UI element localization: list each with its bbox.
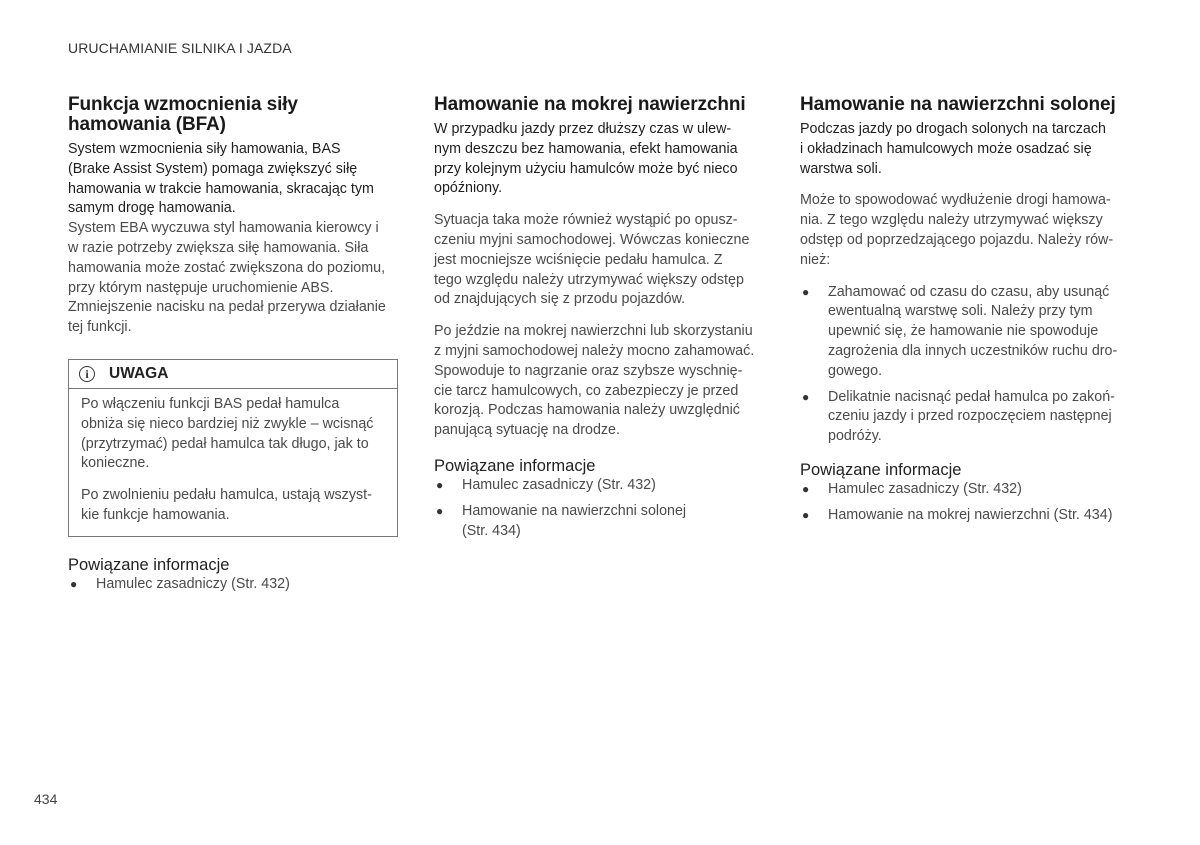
salted-intro: Podczas jazdy po drogach solonych na tarczach i okładzinach hamulcowych może osadzać się warstwa soli. — [800, 121, 1106, 177]
info-icon: i — [79, 366, 95, 382]
wet-intro: W przypadku jazdy przez dłuższy czas w ulew- nym deszczu bez hamowania, efekt hamowania przy kolejnym użyciu hamulców może być nieco opóźniony. — [434, 121, 738, 197]
running-header: URUCHAMIANIE SILNIKA I JAZDA — [68, 40, 292, 56]
bullet-icon: ● — [70, 576, 78, 591]
salted-paragraph-2: Może to spowodować wydłużenie drogi hamowa- nia. Z tego względu należy utrzymywać większy odstęp od poprzedzającego pojazdu. Należy rów- nież: — [800, 192, 1114, 268]
related-link[interactable]: ● Hamowanie na nawierzchni solonej (Str. 434) — [436, 502, 687, 539]
related-link[interactable]: ● Hamulec zasadniczy (Str. 432) — [800, 480, 1134, 500]
related-info-title: Powiązane informacje — [800, 460, 962, 479]
related-info-wet — [434, 457, 768, 541]
bullet-icon: ● — [802, 284, 810, 299]
wet-paragraph-3: Po jeździe na mokrej nawierzchni lub skorzystaniu z myjni samochodowej należy mocno zahamować. Spowoduje to nagrzanie oraz szybsze wyschnię- cie tarcz hamulcowych, co zabezpieczy je przed korozją. Podczas hamowania należy uwzględnić panującą sytuację na drodze. — [434, 323, 755, 439]
list-item: ● Zahamować od czasu do czasu, aby usunąć ewentualną warstwę soli. Należy przy tym upewnić się, że hamowanie nie spowoduje zagrożenia dla innych uczestników ruchu dro- gowego. — [802, 283, 1118, 379]
wet-paragraph-2: Sytuacja taka może również wystąpić po opusz- czeniu myjni samochodowej. Wówczas konieczne jest mocniejsze wciśnięcie pedału hamulca. Z tego względu należy utrzymywać większy odstęp od znajdujących się z przodu pojazdów. — [434, 212, 750, 308]
section-heading-bfa: Funkcja wzmocnienia siły hamowania (BFA) — [68, 94, 298, 135]
bullet-icon: ● — [436, 503, 444, 518]
bfa-intro: System wzmocnienia siły hamowania, BAS (Brake Assist System) pomaga zwiększyć siłę hamowania w trakcie hamowania, skracając tym samym drogę hamowania. — [68, 141, 374, 217]
section-heading-wet: Hamowanie na mokrej nawierzchni — [434, 94, 746, 115]
bullet-icon: ● — [436, 477, 444, 492]
section-heading-salted: Hamowanie na nawierzchni solonej — [800, 94, 1116, 115]
bfa-body: System EBA wyczuwa styl hamowania kierowcy i w razie potrzeby zwiększa siłę hamowania. Siła hamowania może zostać zwiększona do poziomu, przy którym następuje uruchomienie ABS. Zmniejszenie nacisku na pedał przerywa działanie tej funkcji. — [68, 220, 386, 336]
related-info-title: Powiązane informacje — [434, 456, 596, 475]
related-info-bfa — [68, 556, 402, 595]
note-body — [69, 389, 397, 536]
note-box — [68, 359, 398, 537]
note-title: UWAGA — [109, 364, 169, 382]
list-item: ● Delikatnie nacisnąć pedał hamulca po zakoń- czeniu jazdy i przed rozpoczęciem następnej podróży. — [802, 388, 1115, 445]
salted-bullet-list — [800, 283, 1134, 447]
related-link[interactable]: ● Hamulec zasadniczy (Str. 432) — [434, 476, 768, 496]
column-wet-surface — [434, 95, 768, 547]
bullet-icon: ● — [802, 389, 810, 404]
column-salted-surface — [800, 95, 1134, 532]
note-paragraph-2: Po zwolnieniu pedału hamulca, ustają wszyst- kie funkcje hamowania. — [81, 487, 372, 523]
bullet-icon: ● — [802, 507, 810, 522]
bullet-icon: ● — [802, 481, 810, 496]
related-link[interactable]: ● Hamulec zasadniczy (Str. 432) — [68, 575, 402, 595]
related-info-title: Powiązane informacje — [68, 555, 230, 574]
note-paragraph-1: Po włączeniu funkcji BAS pedał hamulca obniża się nieco bardziej niż zwykle – wcisnąć (przytrzymać) pedał hamulca tak długo, jak to konieczne. — [81, 395, 374, 472]
column-bfa — [68, 95, 402, 601]
note-header — [69, 360, 397, 389]
related-info-salted — [800, 461, 1134, 526]
page-number: 434 — [34, 791, 58, 807]
related-link[interactable]: ● Hamowanie na mokrej nawierzchni (Str. 434) — [800, 506, 1134, 526]
